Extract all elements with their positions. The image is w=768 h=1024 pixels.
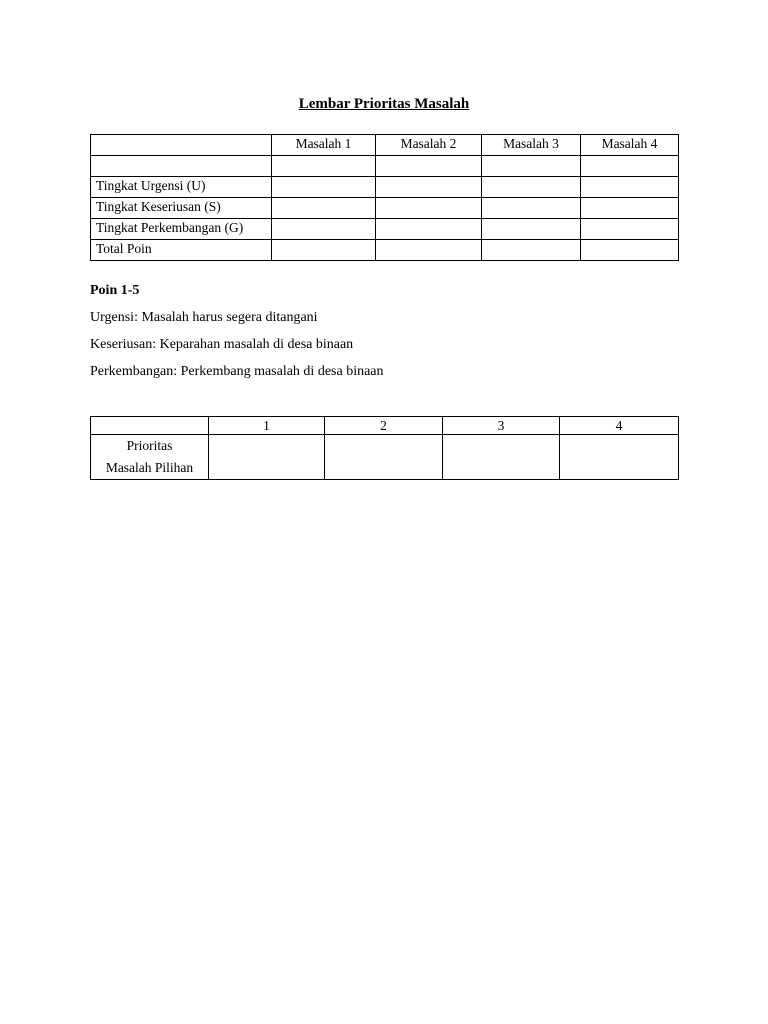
priority-table-row [91, 435, 679, 480]
priority-table-header-row [91, 417, 679, 435]
score-table-corner-cell [91, 156, 272, 177]
poin-heading: Poin 1-5 [90, 283, 140, 298]
score-cell [376, 177, 482, 198]
priority-cell [209, 435, 325, 480]
score-table-blank-row [91, 156, 679, 177]
score-column-header: Masalah 3 [482, 135, 581, 156]
score-cell [272, 177, 376, 198]
score-cell [482, 240, 581, 261]
priority-column-header: 2 [325, 417, 443, 435]
score-row-label: Total Poin [91, 240, 272, 261]
priority-table-corner-cell [91, 417, 209, 435]
score-table-header-row [91, 135, 679, 156]
score-column-header: Masalah 2 [376, 135, 482, 156]
score-cell [581, 198, 679, 219]
priority-row-label-line2: Masalah Pilihan [105, 460, 194, 475]
score-table-row [91, 198, 679, 219]
score-cell [376, 156, 482, 177]
score-cell [272, 219, 376, 240]
priority-row-label [91, 435, 209, 480]
score-table-row [91, 177, 679, 198]
score-cell [376, 198, 482, 219]
score-cell [581, 177, 679, 198]
score-cell [272, 240, 376, 261]
priority-row-label-line1: Prioritas [126, 438, 173, 453]
description-perkembangan: Perkembangan: Perkembang masalah di desa binaan [90, 364, 384, 379]
score-cell [482, 177, 581, 198]
score-cell [482, 219, 581, 240]
score-table-corner-cell [91, 135, 272, 156]
score-table-row [91, 240, 679, 261]
score-cell [482, 156, 581, 177]
score-cell [272, 198, 376, 219]
score-cell [376, 219, 482, 240]
description-urgensi: Urgensi: Masalah harus segera ditangani [90, 310, 318, 325]
score-row-label: Tingkat Keseriusan (S) [91, 198, 272, 219]
priority-column-header: 1 [209, 417, 325, 435]
score-table-row [91, 219, 679, 240]
priority-column-header: 3 [443, 417, 560, 435]
score-cell [272, 156, 376, 177]
document-title: Lembar Prioritas Masalah [298, 96, 470, 112]
priority-cell [560, 435, 679, 480]
score-cell [376, 240, 482, 261]
score-column-header: Masalah 1 [272, 135, 376, 156]
description-keseriusan: Keseriusan: Keparahan masalah di desa binaan [90, 337, 354, 352]
priority-cell [325, 435, 443, 480]
score-table [90, 134, 679, 261]
priority-cell [443, 435, 560, 480]
score-row-label: Tingkat Perkembangan (G) [91, 219, 272, 240]
score-row-label: Tingkat Urgensi (U) [91, 177, 272, 198]
score-cell [581, 219, 679, 240]
priority-table [90, 416, 679, 480]
score-cell [581, 156, 679, 177]
priority-column-header: 4 [560, 417, 679, 435]
score-column-header: Masalah 4 [581, 135, 679, 156]
score-cell [581, 240, 679, 261]
score-cell [482, 198, 581, 219]
